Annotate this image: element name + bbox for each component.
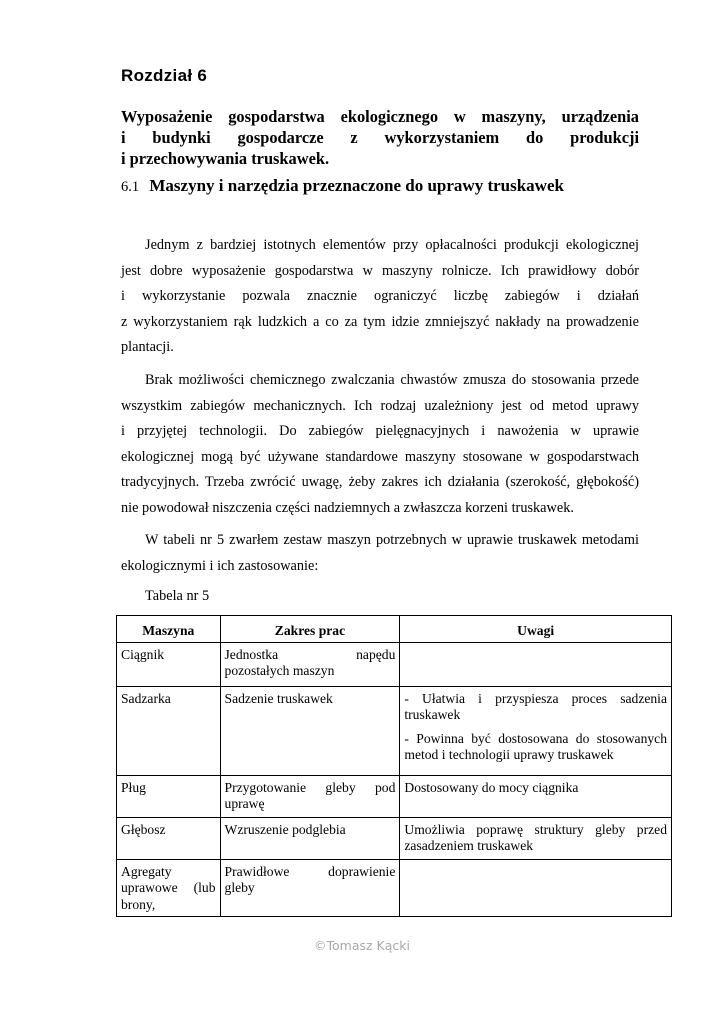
main-heading-line-3: i przechowywania truskawek. xyxy=(121,149,330,168)
paragraph-line: nie powodował niszczenia części nadziemnych a zwłaszcza korzeni truskawek. xyxy=(121,499,574,516)
cell-notes xyxy=(400,686,672,775)
cell-machine xyxy=(117,859,221,917)
cell-note: - Ułatwia i przyspiesza proces sadzenia truskawek xyxy=(404,690,667,722)
main-heading-line-1: Wyposażenie gospodarstwa ekologicznego w maszyny, urządzenia xyxy=(121,107,639,126)
cell-scope xyxy=(220,642,400,686)
paragraph-line: Jednym z bardziej istotnych elementów przy opłacalności produkcji ekologicznej xyxy=(145,237,639,253)
paragraph-line: jest dobre wyposażenie gospodarstwa w maszyny rolnicze. Ich prawidłowy dobór xyxy=(121,262,639,279)
paragraph-line: ekologicznej mogą być używane standardowe maszyny stosowane w gospodarstwach xyxy=(121,448,639,465)
cell-scope-line: pozostałych maszyn xyxy=(224,663,335,678)
cell-scope xyxy=(220,686,400,775)
copyright-footer: ©Tomasz Kącki xyxy=(314,938,410,953)
cell-machine: Pług xyxy=(117,775,221,817)
cell-note: - Powinna być dostosowana do stosowanych metod i technologii uprawy truskawek xyxy=(404,730,667,762)
cell-machine-line: Agregaty xyxy=(121,863,172,879)
column-header-machine: Maszyna xyxy=(117,616,221,643)
section-title: Maszyny i narzędzia przeznaczone do uprawy truskawek xyxy=(149,176,564,195)
paragraph-line: ekologicznymi i ich zastosowanie: xyxy=(121,557,319,574)
machines-table xyxy=(116,615,672,917)
section-heading xyxy=(121,176,564,196)
chapter-title: Rozdział 6 xyxy=(121,66,208,85)
table-row xyxy=(117,642,672,686)
cell-scope-line: gleby xyxy=(224,880,255,895)
cell-machine: Ciągnik xyxy=(117,642,221,686)
cell-scope-line: Przygotowanie gleby pod xyxy=(224,779,396,795)
cell-note: Umożliwia poprawę struktury gleby przed zasadzeniem truskawek xyxy=(404,821,667,853)
paragraph-line: i przyjętej technologii. Do zabiegów pielęgnacyjnych i nawożenia w uprawie xyxy=(121,423,639,439)
cell-scope xyxy=(220,859,400,917)
cell-machine-line: uprawowe (lub xyxy=(121,880,216,895)
table-row xyxy=(117,817,672,859)
column-header-scope: Zakres prac xyxy=(220,616,400,643)
paragraph-line: Brak możliwości chemicznego zwalczania chwastów zmusza do stosowania przede xyxy=(145,372,639,388)
table-row xyxy=(117,775,672,817)
table-row xyxy=(117,686,672,775)
paragraph-line: z wykorzystaniem rąk ludzkich a co za tym idzie zmniejszyć nakłady na prowadzenie xyxy=(121,313,639,330)
table-header-row xyxy=(117,616,672,643)
cell-scope-line: Sadzenie truskawek xyxy=(224,690,333,706)
table-caption: Tabela nr 5 xyxy=(145,588,210,604)
main-heading xyxy=(121,106,639,169)
paragraph-line: plantacji. xyxy=(121,339,174,355)
cell-notes xyxy=(400,817,672,859)
paragraph-line: tradycyjnych. Trzeba zwrócić uwagę, żeby zakres ich działania (szerokość, głębokość) xyxy=(121,474,639,490)
cell-notes xyxy=(400,642,672,686)
main-heading-line-2: i budynki gospodarcze z wykorzystaniem do produkcji xyxy=(121,128,639,147)
cell-note: Dostosowany do mocy ciągnika xyxy=(404,779,579,795)
paragraph-line: i wykorzystanie pozwala znacznie ograniczyć liczbę zabiegów i działań xyxy=(121,288,639,304)
cell-machine: Głębosz xyxy=(117,817,221,859)
cell-scope-line: Jednostka napędu xyxy=(224,646,396,662)
cell-scope-line: Wzruszenie podglebia xyxy=(224,821,346,837)
section-number: 6.1 xyxy=(121,179,140,195)
cell-notes xyxy=(400,859,672,917)
cell-scope xyxy=(220,817,400,859)
cell-machine: Sadzarka xyxy=(117,686,221,775)
cell-scope-line: uprawę xyxy=(224,796,265,811)
table-row xyxy=(117,859,672,917)
paragraph-line: wszystkim zabiegów mechanicznych. Ich rodzaj uzależniony jest od metod uprawy xyxy=(121,397,639,414)
column-header-notes: Uwagi xyxy=(400,616,672,643)
paragraph-line: W tabeli nr 5 zwarłem zestaw maszyn potrzebnych w uprawie truskawek metodami xyxy=(145,532,639,548)
cell-notes xyxy=(400,775,672,817)
cell-machine-line: brony, xyxy=(121,896,156,912)
cell-scope xyxy=(220,775,400,817)
paragraph-3 xyxy=(121,528,639,579)
paragraph-2 xyxy=(121,368,639,521)
cell-scope-line: Prawidłowe doprawienie xyxy=(224,863,396,879)
paragraph-1 xyxy=(121,233,639,361)
